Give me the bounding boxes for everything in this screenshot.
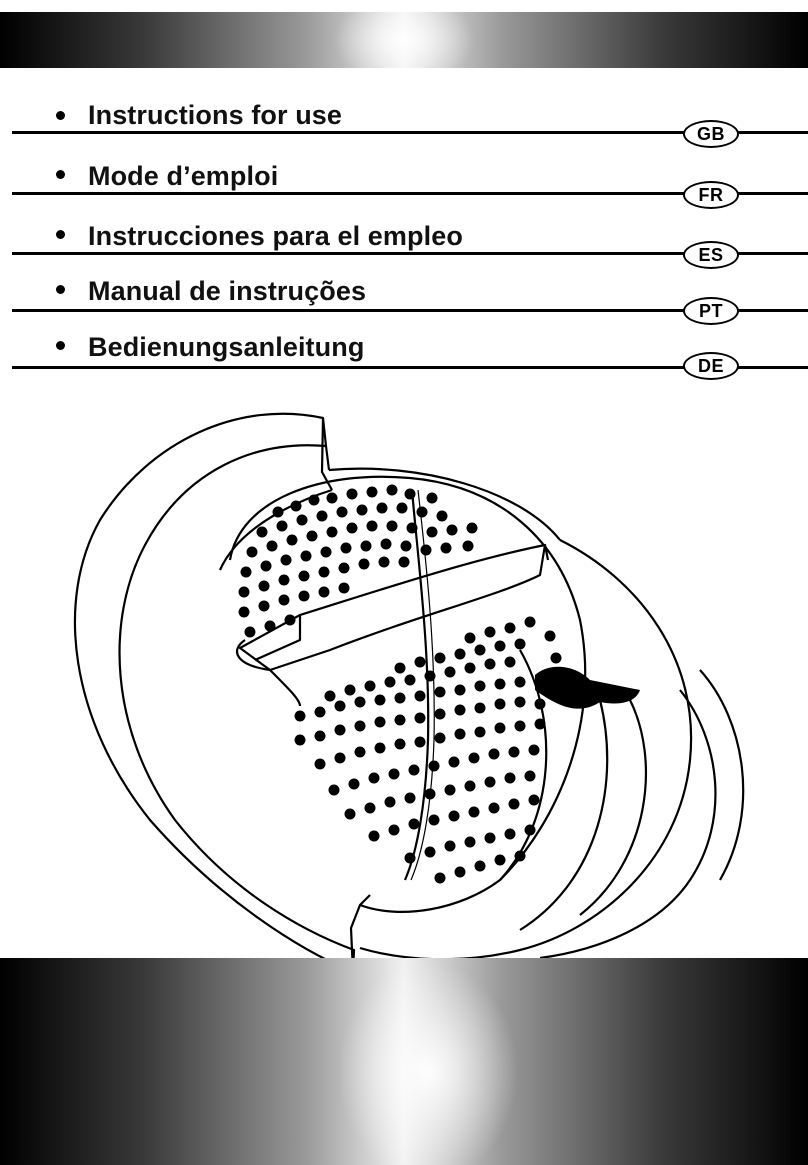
bottom-gradient-band <box>0 958 808 1165</box>
language-code-badge: ES <box>683 241 739 269</box>
bullet-icon <box>56 285 65 294</box>
language-code-badge: GB <box>683 120 739 148</box>
language-code-badge: DE <box>683 352 739 380</box>
language-row-pt <box>0 274 808 334</box>
bullet-icon <box>56 111 65 120</box>
bullet-icon <box>56 230 65 239</box>
language-row-es <box>0 219 808 279</box>
language-title: Instrucciones para el empleo <box>88 221 463 251</box>
language-row-fr <box>0 159 808 219</box>
language-title: Manual de instruções <box>88 276 367 306</box>
language-title: Mode d’emploi <box>88 161 279 191</box>
language-code-badge: PT <box>683 297 739 325</box>
language-title: Instructions for use <box>88 100 343 130</box>
washing-machine-drum-icon <box>0 380 808 1040</box>
bullet-icon <box>56 170 65 179</box>
bullet-icon <box>56 341 65 350</box>
language-code-badge: FR <box>683 181 739 209</box>
language-row-gb <box>0 98 808 158</box>
top-gradient-band <box>0 12 808 68</box>
language-title: Bedienungsanleitung <box>88 332 365 362</box>
